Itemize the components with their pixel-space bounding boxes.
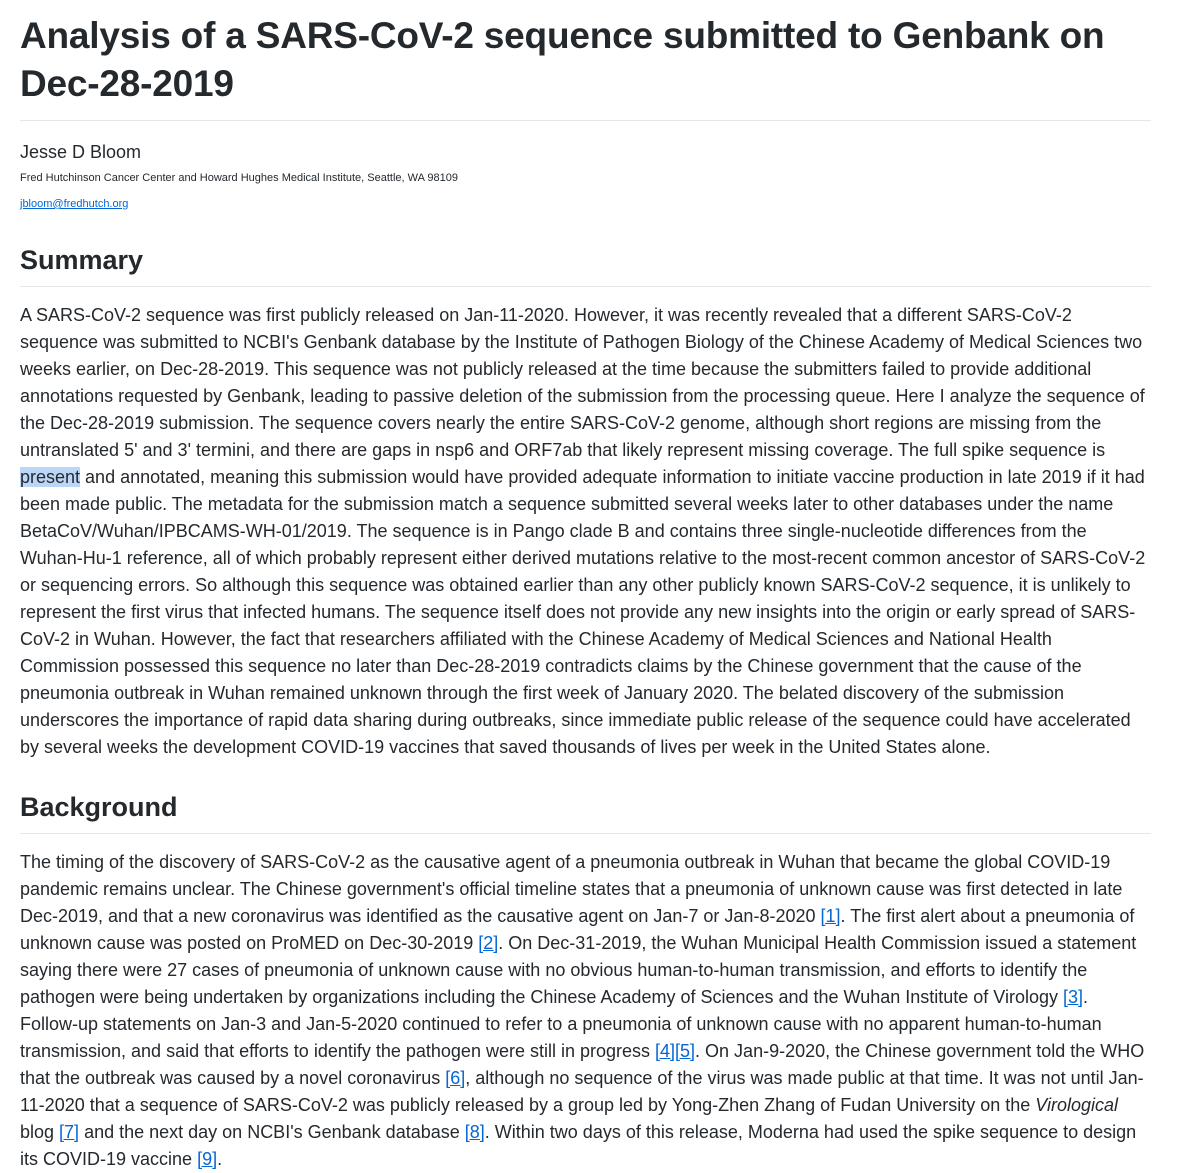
reference-link-3[interactable]: [3]: [1063, 987, 1084, 1007]
reference-link-6[interactable]: [6]: [445, 1068, 466, 1088]
summary-text-part: A SARS-CoV-2 sequence was first publicly released on Jan-11-2020. However, it was recently revealed that a different SARS-CoV-2 sequence was submitted to NCBI's Genbank database by the Institute of Pathogen Biology of the Chinese Academy of Medical Sciences two weeks earlier, on Dec-28-2019. This sequence was not publicly released at the time because the submitters failed to provide additional annotations requested by Genbank, leading to passive deletion of the submission from the processing queue. Here I analyze the sequence of the Dec-28-2019 submission. The sequence covers nearly the entire SARS-CoV-2 genome, although short regions are missing from the untranslated 5' and 3' termini, and there are gaps in nsp6 and ORF7ab that likely represent missing coverage. The full spike sequence is: [20, 305, 1145, 460]
reference-link-8[interactable]: [8]: [464, 1122, 485, 1142]
summary-heading: Summary: [20, 243, 1151, 287]
background-text-part: .: [217, 1149, 223, 1169]
selected-text-highlight[interactable]: present: [20, 467, 81, 487]
background-text-part: . On Jan-9-2020, the Chinese government told the WHO that the outbreak was caused by a novel coronavirus: [20, 1041, 1145, 1088]
background-text-part: . Follow-up statements on Jan-3 and Jan-5-2020 continued to refer to a pneumonia of unknown cause with no apparent human-to-human transmission, and said that efforts to identify the pathogen were still in progress: [20, 987, 1102, 1061]
virological-blog-name: Virological: [1035, 1095, 1119, 1115]
background-heading: Background: [20, 790, 1151, 834]
reference-link-4[interactable]: [4]: [655, 1041, 676, 1061]
summary-text-part: and annotated, meaning this submission would have provided adequate information to initiate vaccine production in late 2019 if it had been made public. The metadata for the submission match a sequence submitted several weeks later to other databases under the name BetaCoV/Wuhan/IPBCAMS-WH-01/2019. The sequence is in Pango clade B and contains three single-nucleotide differences from the Wuhan-Hu-1 reference, all of which probably represent either derived mutations relative to the most-recent common ancestor of SARS-CoV-2 or sequencing errors. So although this sequence was obtained earlier than any other publicly known SARS-CoV-2 sequence, it is unlikely to represent the first virus that infected humans. The sequence itself does not provide any new insights into the origin or early spread of SARS-CoV-2 in Wuhan. However, the fact that researchers affiliated with the Chinese Academy of Medical Sciences and National Health Commission possessed this sequence no later than Dec-28-2019 contradicts claims by the Chinese government that the cause of the pneumonia outbreak in Wuhan remained unknown through the first week of January 2020. The belated discovery of the submission underscores the importance of rapid data sharing during outbreaks, since immediate public release of the sequence could have accelerated by several weeks the development COVID-19 vaccines that saved thousands of lives per week in the United States alone.: [20, 467, 1146, 757]
author-name: Jesse D Bloom: [20, 142, 142, 162]
reference-link-9[interactable]: [9]: [197, 1149, 218, 1169]
background-text-part: . On Dec-31-2019, the Wuhan Municipal Health Commission issued a statement saying there were 27 cases of pneumonia of unknown cause with no obvious human-to-human transmission, and efforts to identify the pathogen were being undertaken by organizations including the Chinese Academy of Sciences and the Wuhan Institute of Virology: [20, 933, 1137, 1007]
reference-link-7[interactable]: [7]: [59, 1122, 80, 1142]
reference-link-5[interactable]: [5]: [675, 1041, 696, 1061]
background-text-part: The timing of the discovery of SARS-CoV-2 as the causative agent of a pneumonia outbreak in Wuhan that became the global COVID-19 pandemic remains unclear. The Chinese government's official timeline states that a pneumonia of unknown cause was first detected in late Dec-2019, and that a new coronavirus was identified as the causative agent on Jan-7 or Jan-8-2020: [20, 852, 1123, 926]
page-title: Analysis of a SARS-CoV-2 sequence submitted to Genbank on Dec-28-2019: [20, 12, 1151, 121]
background-text-part: . The first alert about a pneumonia of unknown cause was posted on ProMED on Dec-30-2019: [20, 906, 1135, 953]
reference-link-1[interactable]: [1]: [820, 906, 841, 926]
article: [20, 0, 1151, 1173]
author-affiliation: Fred Hutchinson Cancer Center and Howard Hughes Medical Institute, Seattle, WA 98109: [20, 172, 458, 184]
author-email-link[interactable]: jbloom@fredhutch.org: [20, 198, 129, 210]
reference-link-2[interactable]: [2]: [478, 933, 499, 953]
background-text-part: blog: [20, 1122, 60, 1142]
background-paragraph: [20, 849, 1151, 1173]
summary-paragraph: [20, 302, 1151, 761]
background-text-part: and the next day on NCBI's Genbank database: [79, 1122, 465, 1142]
background-text-part: . Within two days of this release, Moderna had used the spike sequence to design its COVID-19 vaccine: [20, 1122, 1137, 1169]
background-text-part: , although no sequence of the virus was made public at that time. It was not until Jan-11-2020 that a sequence of SARS-CoV-2 was publicly released by a group led by Yong-Zhen Zhang of Fudan University on the: [20, 1068, 1144, 1115]
